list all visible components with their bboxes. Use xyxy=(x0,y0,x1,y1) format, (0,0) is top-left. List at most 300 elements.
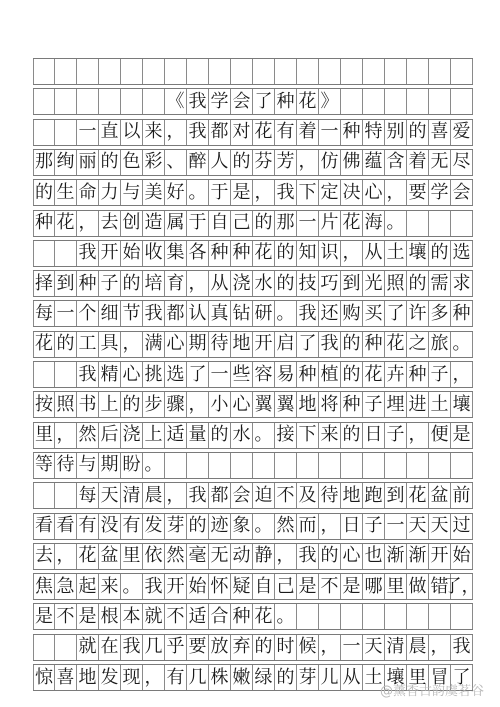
grid-cell: 里 xyxy=(121,544,143,569)
grid-cell: 》 xyxy=(319,89,341,114)
grid-cell: 我 xyxy=(319,332,341,357)
grid-cell xyxy=(319,59,341,84)
grid-cell: 迫 xyxy=(253,483,275,508)
grid-cell: 无 xyxy=(429,150,451,175)
grid-cell: 是 xyxy=(231,180,253,205)
grid-cell: 心 xyxy=(121,362,143,387)
grid-cell: 里 xyxy=(407,665,429,690)
grid-cell: 有 xyxy=(121,514,143,539)
grid-cell: 几 xyxy=(187,665,209,690)
grid-cell: 种 xyxy=(33,211,55,236)
grid-cell: 每 xyxy=(33,301,55,326)
grid-cell xyxy=(165,59,187,84)
grid-cell: 花 xyxy=(253,120,275,145)
grid-cell xyxy=(275,59,297,84)
grid-cell: 了 xyxy=(385,301,407,326)
grid-cell xyxy=(253,453,275,478)
grid-cell: 培 xyxy=(143,271,165,296)
grid-cell: 盆 xyxy=(99,544,121,569)
grid-cell: 的 xyxy=(275,665,297,690)
grid-cell: 来 xyxy=(99,574,121,599)
grid-cell: 的 xyxy=(341,423,363,448)
grid-cell: 到 xyxy=(385,483,407,508)
grid-cell: 按 xyxy=(33,392,55,417)
grid-cell: 多 xyxy=(429,301,451,326)
grid-cell: 种 xyxy=(341,120,363,145)
grid-cell: 了 xyxy=(253,89,275,114)
grid-cell: 的 xyxy=(121,392,143,417)
grid-cell: 种 xyxy=(231,241,253,266)
grid-row xyxy=(33,240,473,267)
grid-cell xyxy=(429,453,451,478)
grid-cell: 惊 xyxy=(33,665,55,690)
grid-cell: 尽 xyxy=(451,150,473,175)
grid-cell: 海 xyxy=(363,211,385,236)
grid-cell: 定 xyxy=(319,180,341,205)
grid-cell: 花 xyxy=(341,211,363,236)
grid-cell: 自 xyxy=(253,574,275,599)
grid-cell xyxy=(187,59,209,84)
grid-cell xyxy=(341,59,363,84)
grid-cell xyxy=(99,89,121,114)
grid-cell: 有 xyxy=(165,665,187,690)
grid-cell: 决 xyxy=(341,180,363,205)
grid-cell: 识 xyxy=(319,241,341,266)
grid-cell xyxy=(33,89,55,114)
grid-cell: 土 xyxy=(429,392,451,417)
grid-cell: 好 xyxy=(165,180,187,205)
grid-cell: 时 xyxy=(275,635,297,660)
grid-cell: 适 xyxy=(165,423,187,448)
grid-cell xyxy=(187,453,209,478)
grid-cell xyxy=(143,89,165,114)
grid-cell xyxy=(231,453,253,478)
grid-cell: 迹 xyxy=(209,514,231,539)
grid-cell xyxy=(33,635,55,660)
grid-cell: 一 xyxy=(77,120,99,145)
grid-cell: 的 xyxy=(407,120,429,145)
grid-cell: 没 xyxy=(99,514,121,539)
grid-cell: 购 xyxy=(341,301,363,326)
grid-cell: 来 xyxy=(143,120,165,145)
grid-cell: 从 xyxy=(209,271,231,296)
grid-cell: 己 xyxy=(231,211,253,236)
grid-row xyxy=(33,391,473,418)
grid-cell: 一 xyxy=(55,301,77,326)
grid-cell: 许 xyxy=(407,301,429,326)
grid-cell: 旅 xyxy=(429,332,451,357)
grid-cell: 开 xyxy=(165,574,187,599)
grid-cell: 种 xyxy=(363,332,385,357)
grid-cell: 壤 xyxy=(385,665,407,690)
grid-cell: 的 xyxy=(319,544,341,569)
grid-cell: 地 xyxy=(297,392,319,417)
grid-cell: 。 xyxy=(121,574,143,599)
grid-cell: 始 xyxy=(121,241,143,266)
grid-row xyxy=(33,361,473,388)
grid-cell: 芬 xyxy=(253,150,275,175)
grid-cell xyxy=(297,604,319,629)
grid-cell: 不 xyxy=(275,483,297,508)
grid-cell: 子 xyxy=(363,392,385,417)
grid-cell: 工 xyxy=(77,332,99,357)
grid-cell: 放 xyxy=(209,635,231,660)
grid-cell: 种 xyxy=(297,362,319,387)
grid-cell: 有 xyxy=(275,120,297,145)
grid-cell: 待 xyxy=(209,332,231,357)
grid-cell: 是 xyxy=(297,574,319,599)
grid-row xyxy=(33,634,473,661)
grid-cell: 的 xyxy=(99,150,121,175)
grid-cell: 接 xyxy=(275,423,297,448)
grid-cell: 地 xyxy=(341,483,363,508)
grid-cell: 及 xyxy=(297,483,319,508)
grid-cell: ， xyxy=(319,635,341,660)
grid-cell: 不 xyxy=(165,604,187,629)
grid-cell: 待 xyxy=(319,483,341,508)
grid-cell: 的 xyxy=(407,271,429,296)
grid-cell: 候 xyxy=(297,635,319,660)
grid-cell xyxy=(55,241,77,266)
grid-row xyxy=(33,513,473,540)
grid-cell xyxy=(319,453,341,478)
grid-cell: 丽 xyxy=(77,150,99,175)
grid-row xyxy=(33,119,473,146)
grid-cell: 晨 xyxy=(143,483,165,508)
grid-row xyxy=(33,573,480,600)
grid-cell: 心 xyxy=(231,392,253,417)
grid-cell: 我 xyxy=(143,574,165,599)
grid-cell: 根 xyxy=(99,604,121,629)
grid-cell: 于 xyxy=(187,211,209,236)
grid-cell: 开 xyxy=(429,544,451,569)
grid-cell: 花 xyxy=(407,483,429,508)
grid-row xyxy=(33,452,473,479)
grid-cell: 的 xyxy=(209,423,231,448)
grid-cell: 买 xyxy=(363,301,385,326)
grid-cell: 都 xyxy=(209,483,231,508)
grid-cell: 花 xyxy=(55,211,77,236)
grid-cell: 始 xyxy=(187,574,209,599)
grid-cell: ， xyxy=(55,544,77,569)
grid-cell: 地 xyxy=(231,332,253,357)
grid-cell: 自 xyxy=(209,211,231,236)
grid-row xyxy=(33,149,473,176)
grid-cell: 着 xyxy=(407,150,429,175)
grid-cell: 收 xyxy=(143,241,165,266)
grid-cell: 绚 xyxy=(55,150,77,175)
grid-cell: 与 xyxy=(121,180,143,205)
grid-cell: 我 xyxy=(77,362,99,387)
grid-cell xyxy=(275,453,297,478)
grid-cell: 上 xyxy=(143,423,165,448)
grid-cell: 要 xyxy=(407,180,429,205)
grid-cell: 疑 xyxy=(231,574,253,599)
grid-cell: 。 xyxy=(385,211,407,236)
grid-cell: 个 xyxy=(77,301,99,326)
grid-cell: 仿 xyxy=(319,150,341,175)
grid-cell xyxy=(363,453,385,478)
grid-cell: 了 xyxy=(187,362,209,387)
grid-cell: 花 xyxy=(33,332,55,357)
grid-cell: 的 xyxy=(55,332,77,357)
grid-cell: 育 xyxy=(165,271,187,296)
grid-cell: 是 xyxy=(451,423,473,448)
grid-cell: 求 xyxy=(451,271,473,296)
grid-cell: 盼 xyxy=(121,453,143,478)
grid-cell: 的 xyxy=(253,211,275,236)
grid-cell: 跑 xyxy=(363,483,385,508)
grid-cell: 是 xyxy=(33,604,55,629)
grid-cell: 水 xyxy=(231,423,253,448)
grid-cell: 。 xyxy=(253,423,275,448)
grid-cell: 一 xyxy=(319,120,341,145)
grid-cell xyxy=(407,89,429,114)
grid-cell: ， xyxy=(429,635,451,660)
grid-cell: 弃 xyxy=(231,635,253,660)
grid-cell: 我 xyxy=(187,120,209,145)
grid-cell xyxy=(55,89,77,114)
grid-cell: 我 xyxy=(121,635,143,660)
grid-cell xyxy=(121,59,143,84)
grid-row xyxy=(33,179,473,206)
grid-cell: 易 xyxy=(275,362,297,387)
grid-cell xyxy=(319,604,341,629)
grid-cell: 花 xyxy=(253,604,275,629)
grid-cell: 卉 xyxy=(385,362,407,387)
grid-cell: 焦 xyxy=(33,574,55,599)
grid-cell: 而 xyxy=(297,514,319,539)
grid-cell xyxy=(77,59,99,84)
grid-cell: 钻 xyxy=(231,301,253,326)
grid-cell xyxy=(363,604,385,629)
grid-cell: 各 xyxy=(187,241,209,266)
grid-cell xyxy=(297,453,319,478)
grid-cell: 天 xyxy=(429,514,451,539)
grid-cell: 技 xyxy=(297,271,319,296)
watermark: @薰香古韵虞茗谷 xyxy=(379,684,484,699)
grid-cell: 光 xyxy=(363,271,385,296)
grid-cell: 毫 xyxy=(187,544,209,569)
grid-cell: 埋 xyxy=(385,392,407,417)
grid-cell: 量 xyxy=(187,423,209,448)
grid-cell: 地 xyxy=(77,665,99,690)
grid-cell: 然 xyxy=(165,544,187,569)
grid-cell xyxy=(33,120,55,145)
grid-cell: 每 xyxy=(77,483,99,508)
grid-cell: 水 xyxy=(253,271,275,296)
grid-cell xyxy=(385,453,407,478)
grid-cell: 适 xyxy=(187,604,209,629)
grid-cell: 上 xyxy=(99,392,121,417)
grid-cell: 研 xyxy=(253,301,275,326)
grid-cell: 彩 xyxy=(143,150,165,175)
grid-cell xyxy=(451,211,473,236)
grid-cell: 挑 xyxy=(143,362,165,387)
grid-cell: 嫩 xyxy=(231,665,253,690)
grid-cell: ， xyxy=(319,514,341,539)
grid-cell: 期 xyxy=(187,332,209,357)
grid-cell: 与 xyxy=(77,453,99,478)
grid-cell: 看 xyxy=(55,514,77,539)
grid-cell: 种 xyxy=(451,301,473,326)
grid-cell: 会 xyxy=(231,483,253,508)
grid-cell: 满 xyxy=(143,332,165,357)
grid-cell: 骤 xyxy=(165,392,187,417)
grid-cell: 人 xyxy=(209,150,231,175)
grid-cell: 前 xyxy=(451,483,473,508)
grid-cell: 我 xyxy=(187,89,209,114)
grid-cell: 的 xyxy=(121,271,143,296)
grid-cell: 子 xyxy=(385,423,407,448)
grid-cell: 是 xyxy=(341,574,363,599)
grid-cell: 渐 xyxy=(407,544,429,569)
grid-cell: ， xyxy=(451,362,473,387)
grid-cell: 那 xyxy=(275,211,297,236)
grid-cell: 天 xyxy=(407,514,429,539)
grid-cell: 将 xyxy=(319,392,341,417)
grid-cell xyxy=(143,59,165,84)
grid-cell: 心 xyxy=(363,180,385,205)
grid-cell: 过 xyxy=(451,514,473,539)
grid-row xyxy=(33,422,473,449)
grid-cell: 起 xyxy=(77,574,99,599)
grid-cell: 土 xyxy=(385,241,407,266)
grid-cell: 容 xyxy=(253,362,275,387)
grid-cell xyxy=(33,59,55,84)
grid-cell: 子 xyxy=(363,514,385,539)
grid-cell: ， xyxy=(187,271,209,296)
grid-cell xyxy=(209,453,231,478)
grid-cell: 种 xyxy=(231,604,253,629)
grid-cell: ， xyxy=(187,392,209,417)
grid-cell: 。 xyxy=(143,453,165,478)
grid-cell: 怀 xyxy=(209,574,231,599)
grid-cell: 的 xyxy=(275,241,297,266)
grid-cell xyxy=(451,89,473,114)
grid-cell xyxy=(407,59,429,84)
grid-cell: 都 xyxy=(165,301,187,326)
grid-row xyxy=(33,482,473,509)
grid-cell: 着 xyxy=(297,120,319,145)
grid-cell: 然 xyxy=(275,514,297,539)
grid-cell: 现 xyxy=(121,665,143,690)
grid-row xyxy=(33,270,473,297)
grid-cell: 爱 xyxy=(451,120,473,145)
grid-cell: 种 xyxy=(407,362,429,387)
grid-cell: ， xyxy=(165,120,187,145)
grid-cell: 精 xyxy=(99,362,121,387)
grid-cell: 种 xyxy=(341,392,363,417)
grid-cell: 具 xyxy=(99,332,121,357)
grid-cell: 喜 xyxy=(429,120,451,145)
grid-cell: 了 xyxy=(297,332,319,357)
grid-cell: 心 xyxy=(341,544,363,569)
grid-cell: 静 xyxy=(253,544,275,569)
grid-cell xyxy=(363,89,385,114)
grid-cell: 下 xyxy=(297,180,319,205)
grid-cell: ， xyxy=(165,483,187,508)
grid-cell: ， xyxy=(407,423,429,448)
grid-cell: 发 xyxy=(143,514,165,539)
grid-cell: 会 xyxy=(451,180,473,205)
grid-cell: 日 xyxy=(341,514,363,539)
grid-cell: 看 xyxy=(33,514,55,539)
grid-cell xyxy=(429,59,451,84)
grid-cell: 我 xyxy=(143,301,165,326)
grid-cell: 植 xyxy=(319,362,341,387)
grid-cell: 含 xyxy=(385,150,407,175)
grid-cell: 下 xyxy=(297,423,319,448)
grid-cell: 巧 xyxy=(319,271,341,296)
grid-cell: 学 xyxy=(429,180,451,205)
grid-cell: 。 xyxy=(253,514,275,539)
grid-cell: ， xyxy=(55,423,77,448)
grid-cell: 晨 xyxy=(407,635,429,660)
grid-cell: 芽 xyxy=(297,665,319,690)
grid-cell: 花 xyxy=(253,241,275,266)
grid-cell: 的 xyxy=(253,635,275,660)
grid-cell: 一 xyxy=(341,635,363,660)
grid-cell: 土 xyxy=(363,665,385,690)
grid-cell xyxy=(341,89,363,114)
grid-cell: 花 xyxy=(363,362,385,387)
grid-cell: 不 xyxy=(319,574,341,599)
grid-cell: 日 xyxy=(363,423,385,448)
grid-cell: 我 xyxy=(297,544,319,569)
grid-cell: 之 xyxy=(407,332,429,357)
grid-cell: 别 xyxy=(385,120,407,145)
grid-cell: 的 xyxy=(429,241,451,266)
grid-cell: 我 xyxy=(451,635,473,660)
grid-cell: 。 xyxy=(451,332,473,357)
grid-cell: 细 xyxy=(99,301,121,326)
grid-cell: 。 xyxy=(275,301,297,326)
grid-cell: 小 xyxy=(209,392,231,417)
grid-cell: 始 xyxy=(451,544,473,569)
grid-cell xyxy=(297,59,319,84)
grid-cell: 书 xyxy=(77,392,99,417)
grid-cell: 种 xyxy=(77,271,99,296)
grid-cell: 认 xyxy=(187,301,209,326)
grid-cell xyxy=(55,59,77,84)
grid-cell xyxy=(429,211,451,236)
grid-cell: 在 xyxy=(99,635,121,660)
grid-cell xyxy=(385,604,407,629)
grid-cell: 不 xyxy=(55,604,77,629)
grid-cell: 集 xyxy=(165,241,187,266)
grid-cell: 。 xyxy=(187,180,209,205)
grid-cell xyxy=(77,89,99,114)
grid-cell: 择 xyxy=(33,271,55,296)
grid-cell: 一 xyxy=(385,514,407,539)
grid-cell: 翼 xyxy=(253,392,275,417)
grid-cell: 。 xyxy=(275,604,297,629)
grid-cell xyxy=(429,89,451,114)
grid-cell: 选 xyxy=(165,362,187,387)
grid-cell xyxy=(55,362,77,387)
grid-cell: 于 xyxy=(209,180,231,205)
grid-cell xyxy=(363,59,385,84)
grid-cell xyxy=(385,59,407,84)
grid-cell: 《 xyxy=(165,89,187,114)
grid-cell: ， xyxy=(297,150,319,175)
grid-cell xyxy=(451,604,473,629)
grid-cell xyxy=(165,453,187,478)
grid-cell: 天 xyxy=(363,635,385,660)
grid-cell: 那 xyxy=(33,150,55,175)
grid-cell: 天 xyxy=(99,483,121,508)
